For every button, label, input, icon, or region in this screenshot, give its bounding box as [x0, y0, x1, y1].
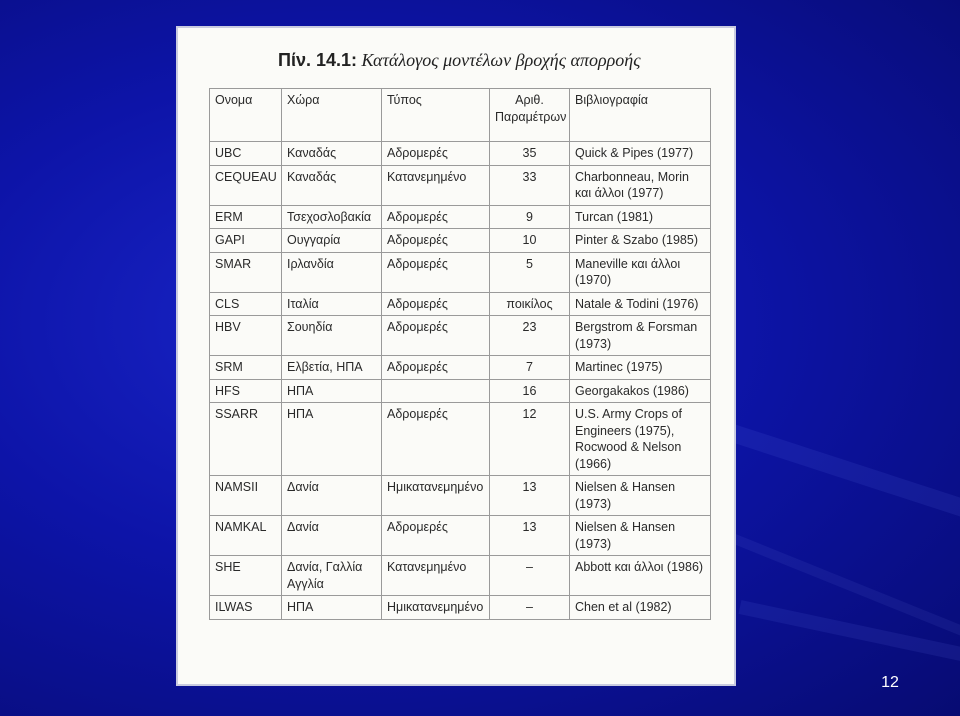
- cell-refs: Natale & Todini (1976): [570, 292, 711, 316]
- cell-country: Δανία, Γαλλία Αγγλία: [282, 556, 382, 596]
- cell-params: 9: [490, 205, 570, 229]
- table-header-row: [210, 89, 711, 142]
- cell-type: Αδρομερές: [382, 516, 490, 556]
- table-row: [210, 142, 711, 166]
- cell-params: 12: [490, 403, 570, 476]
- cell-country: Ελβετία, ΗΠΑ: [282, 356, 382, 380]
- cell-type: Κατανεμημένο: [382, 556, 490, 596]
- cell-refs: Charbonneau, Morin και άλλοι (1977): [570, 165, 711, 205]
- table-row: [210, 205, 711, 229]
- cell-params: 13: [490, 516, 570, 556]
- cell-name: NAMKAL: [210, 516, 282, 556]
- table-row: [210, 403, 711, 476]
- cell-params: 16: [490, 379, 570, 403]
- cell-country: Ιταλία: [282, 292, 382, 316]
- scanned-table-image: [176, 26, 736, 686]
- header-params: Αριθ. Παραμέτρων: [490, 89, 570, 142]
- cell-params: 10: [490, 229, 570, 253]
- table-row: [210, 316, 711, 356]
- table-row: [210, 229, 711, 253]
- cell-type: Αδρομερές: [382, 316, 490, 356]
- table-title-prefix: Πίν. 14.1:: [278, 50, 358, 70]
- table-row: [210, 292, 711, 316]
- cell-params: 7: [490, 356, 570, 380]
- cell-params: 33: [490, 165, 570, 205]
- table-title: [278, 50, 641, 71]
- table-title-text: Κατάλογος μοντέλων βροχής απορροής: [361, 50, 641, 70]
- cell-country: Δανία: [282, 476, 382, 516]
- cell-refs: Abbott και άλλοι (1986): [570, 556, 711, 596]
- cell-type: Κατανεμημένο: [382, 165, 490, 205]
- cell-type: Ημικατανεμημένο: [382, 476, 490, 516]
- cell-type: Αδρομερές: [382, 252, 490, 292]
- cell-params: 23: [490, 316, 570, 356]
- cell-type: Ημικατανεμημένο: [382, 596, 490, 620]
- cell-refs: Maneville και άλλοι (1970): [570, 252, 711, 292]
- cell-refs: Nielsen & Hansen (1973): [570, 476, 711, 516]
- cell-country: ΗΠΑ: [282, 596, 382, 620]
- table-row: [210, 556, 711, 596]
- cell-name: HFS: [210, 379, 282, 403]
- cell-refs: Nielsen & Hansen (1973): [570, 516, 711, 556]
- table-row: [210, 596, 711, 620]
- cell-type: Αδρομερές: [382, 229, 490, 253]
- cell-refs: Turcan (1981): [570, 205, 711, 229]
- cell-name: GAPI: [210, 229, 282, 253]
- table-row: [210, 476, 711, 516]
- cell-name: SHE: [210, 556, 282, 596]
- cell-name: CEQUEAU: [210, 165, 282, 205]
- cell-type: Αδρομερές: [382, 142, 490, 166]
- cell-country: Δανία: [282, 516, 382, 556]
- cell-refs: Bergstrom & Forsman (1973): [570, 316, 711, 356]
- table-row: [210, 165, 711, 205]
- cell-name: SRM: [210, 356, 282, 380]
- table-row: [210, 252, 711, 292]
- cell-refs: Martinec (1975): [570, 356, 711, 380]
- cell-refs: Pinter & Szabo (1985): [570, 229, 711, 253]
- table-row: [210, 379, 711, 403]
- cell-params: 13: [490, 476, 570, 516]
- cell-type: [382, 379, 490, 403]
- cell-name: UBC: [210, 142, 282, 166]
- page-number: 12: [881, 674, 899, 691]
- cell-type: Αδρομερές: [382, 205, 490, 229]
- cell-country: Καναδάς: [282, 142, 382, 166]
- cell-type: Αδρομερές: [382, 292, 490, 316]
- header-name: Ονομα: [210, 89, 282, 142]
- cell-country: Ιρλανδία: [282, 252, 382, 292]
- background-streak: [717, 420, 960, 530]
- cell-country: ΗΠΑ: [282, 403, 382, 476]
- cell-name: SMAR: [210, 252, 282, 292]
- cell-name: CLS: [210, 292, 282, 316]
- models-table: [209, 88, 711, 620]
- cell-country: Σουηδία: [282, 316, 382, 356]
- cell-refs: Georgakakos (1986): [570, 379, 711, 403]
- cell-params: ποικίλος: [490, 292, 570, 316]
- cell-refs: Chen et al (1982): [570, 596, 711, 620]
- header-country: Χώρα: [282, 89, 382, 142]
- table-row: [210, 516, 711, 556]
- cell-name: SSARR: [210, 403, 282, 476]
- cell-type: Αδρομερές: [382, 403, 490, 476]
- cell-params: –: [490, 596, 570, 620]
- cell-name: ILWAS: [210, 596, 282, 620]
- cell-params: 35: [490, 142, 570, 166]
- cell-country: ΗΠΑ: [282, 379, 382, 403]
- cell-params: –: [490, 556, 570, 596]
- header-type: Τύπος: [382, 89, 490, 142]
- cell-country: Τσεχοσλοβακία: [282, 205, 382, 229]
- cell-country: Ουγγαρία: [282, 229, 382, 253]
- cell-name: HBV: [210, 316, 282, 356]
- cell-name: NAMSII: [210, 476, 282, 516]
- cell-refs: U.S. Army Crops of Engineers (1975), Rocwood & Nelson (1966): [570, 403, 711, 476]
- cell-name: ERM: [210, 205, 282, 229]
- table-row: [210, 356, 711, 380]
- header-refs: Βιβλιογραφία: [570, 89, 711, 142]
- cell-type: Αδρομερές: [382, 356, 490, 380]
- cell-refs: Quick & Pipes (1977): [570, 142, 711, 166]
- cell-country: Καναδάς: [282, 165, 382, 205]
- cell-params: 5: [490, 252, 570, 292]
